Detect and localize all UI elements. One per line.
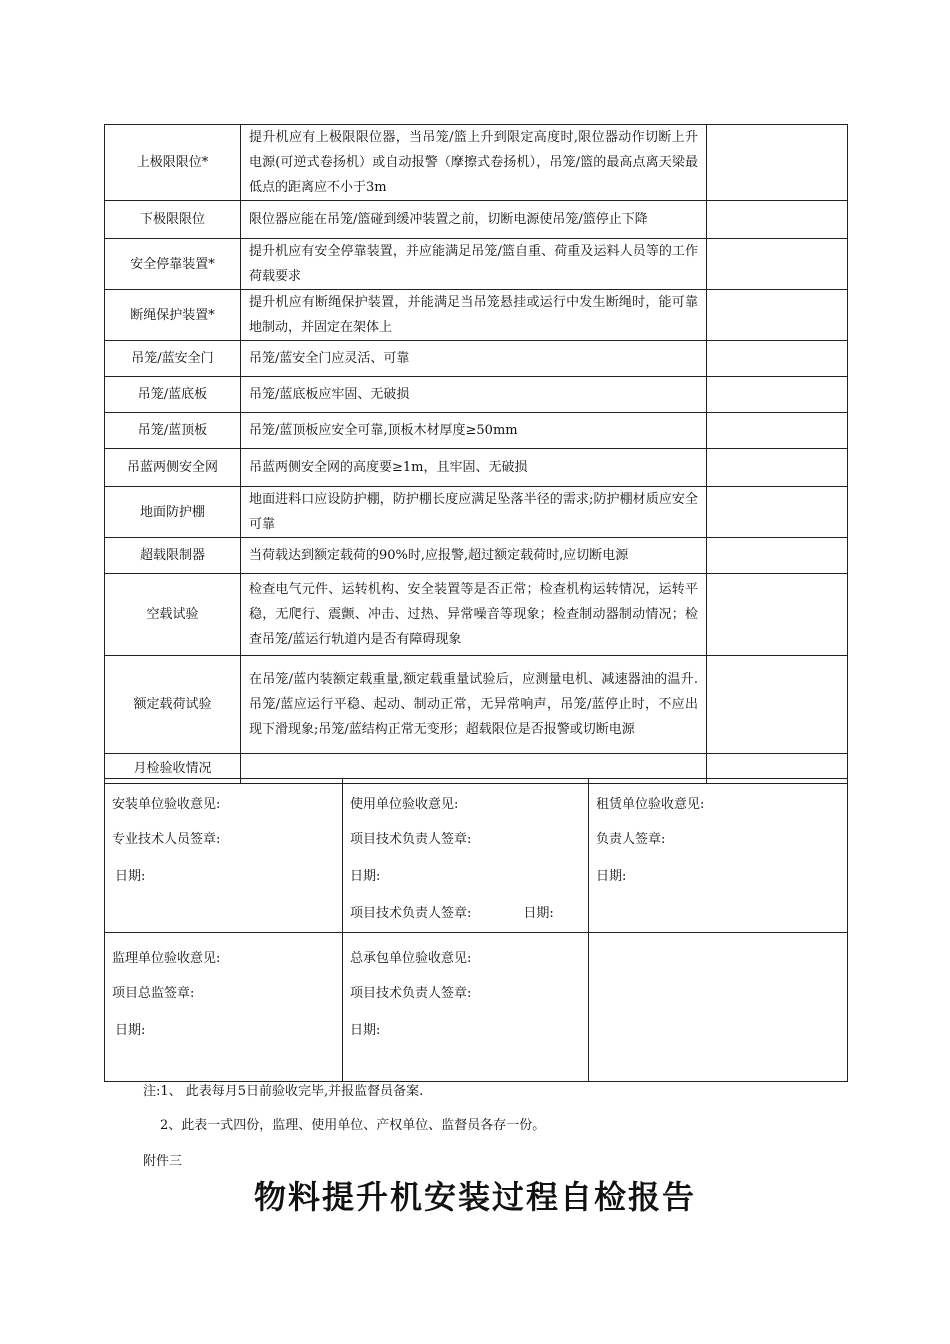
check-result[interactable] [707, 239, 848, 290]
check-item: 吊笼/蓝安全门 [105, 341, 241, 377]
signature-table [104, 778, 848, 1082]
table-row [105, 201, 848, 239]
check-item: 空载试验 [105, 574, 241, 656]
check-requirement: 提升机应有断绳保护装置，并能满足当吊笼悬挂或运行中发生断绳时，能可靠地制动，并固定在架体上 [241, 290, 707, 341]
use-signer2-label: 项目技术负责人签章: [350, 906, 472, 921]
supervise-signer-label: 项目总监签章: [112, 986, 195, 1001]
monthly-label: 月检验收情况 [105, 754, 241, 784]
check-requirement: 吊蓝两侧安全网的高度要≥1m，且牢固、无破损 [241, 449, 707, 487]
lease-unit-cell [589, 779, 848, 933]
check-requirement: 当荷载达到额定载荷的90%时,应报警,超过额定载荷时,应切断电源 [241, 538, 707, 574]
check-item: 吊笼/蓝底板 [105, 377, 241, 413]
check-result[interactable] [707, 377, 848, 413]
table-row [105, 413, 848, 449]
check-item: 下极限限位 [105, 201, 241, 239]
table-row [105, 487, 848, 538]
install-unit-cell [105, 779, 343, 933]
install-opinion-label: 安装单位验收意见: [112, 797, 221, 812]
check-item: 吊蓝两侧安全网 [105, 449, 241, 487]
supervise-unit-cell [105, 933, 343, 1082]
table-row [105, 377, 848, 413]
inspection-table [104, 124, 848, 784]
check-item: 上极限限位* [105, 125, 241, 201]
check-item: 吊笼/蓝顶板 [105, 413, 241, 449]
check-result[interactable] [707, 341, 848, 377]
use-date2-label: 日期: [523, 906, 554, 921]
check-result[interactable] [707, 487, 848, 538]
table-row [105, 574, 848, 656]
check-result[interactable] [707, 413, 848, 449]
check-requirement: 提升机应有安全停靠装置，并应能满足吊笼/篮自重、荷重及运料人员等的工作荷载要求 [241, 239, 707, 290]
check-requirement: 地面进料口应设防护棚，防护棚长度应满足坠落半径的需求;防护棚材质应安全可靠 [241, 487, 707, 538]
general-contractor-cell [343, 933, 589, 1082]
check-item: 额定载荷试验 [105, 656, 241, 754]
check-requirement: 在吊笼/蓝内装额定载重量,额定载重量试验后，应测量电机、减速器油的温升.吊笼/蓝应运行平稳、起动、制动正常，无异常响声，吊笼/蓝停止时，不应出现下滑现象;吊笼/蓝结构正常无变形；超载限位是否报警或切断电源 [241, 656, 707, 754]
table-row [105, 341, 848, 377]
note-2: 2、此表一式四份，监理、使用单位、产权单位、监督员各存一份。 [160, 1118, 546, 1133]
table-row [105, 125, 848, 201]
check-requirement: 提升机应有上极限限位器，当吊笼/篮上升到限定高度时,限位器动作切断上升电源(可逆式卷扬机）或自动报警（摩擦式卷扬机），吊笼/篮的最高点离天梁最低点的距离应不小于3m [241, 125, 707, 201]
check-result[interactable] [707, 125, 848, 201]
use-signer-label: 项目技术负责人签章: [350, 832, 472, 847]
attachment-label: 附件三 [143, 1154, 183, 1169]
check-requirement: 检查电气元件、运转机构、安全装置等是否正常；检查机构运转情况，运转平稳，无爬行、震颤、冲击、过热、异常噪音等现象；检查制动器制动情况；检查吊笼/蓝运行轨道内是否有障碍现象 [241, 574, 707, 656]
check-result[interactable] [707, 574, 848, 656]
install-signer-label: 专业技术人员签章: [112, 832, 221, 847]
check-item: 超载限制器 [105, 538, 241, 574]
check-result[interactable] [707, 656, 848, 754]
lease-signer-label: 负责人签章: [596, 832, 666, 847]
check-requirement: 吊笼/蓝底板应牢固、无破损 [241, 377, 707, 413]
check-requirement: 吊笼/蓝顶板应安全可靠,顶板木材厚度≥50mm [241, 413, 707, 449]
check-item: 断绳保护装置* [105, 290, 241, 341]
use-signer2-line [343, 895, 588, 932]
table-row [105, 290, 848, 341]
check-result[interactable] [707, 449, 848, 487]
general-opinion-label: 总承包单位验收意见: [350, 951, 472, 966]
install-date-label: 日期: [115, 869, 146, 884]
check-item: 安全停靠装置* [105, 239, 241, 290]
empty-cell [589, 933, 848, 1082]
supervise-date-label: 日期: [115, 1023, 146, 1038]
lease-date-label: 日期: [596, 869, 627, 884]
check-result[interactable] [707, 201, 848, 239]
report-title: 物料提升机安装过程自检报告 [253, 1178, 696, 1216]
note-1: 注:1、 此表每月5日前验收完毕,并报监督员备案. [143, 1084, 424, 1099]
table-row [105, 538, 848, 574]
check-result[interactable] [707, 538, 848, 574]
supervise-opinion-label: 监理单位验收意见: [112, 951, 221, 966]
use-opinion-label: 使用单位验收意见: [350, 797, 459, 812]
check-requirement: 吊笼/蓝安全门应灵活、可靠 [241, 341, 707, 377]
check-result[interactable] [707, 290, 848, 341]
table-row [105, 239, 848, 290]
table-row [105, 449, 848, 487]
check-requirement: 限位器应能在吊笼/篮碰到缓冲装置之前，切断电源使吊笼/篮停止下降 [241, 201, 707, 239]
table-row [105, 656, 848, 754]
lease-opinion-label: 租赁单位验收意见: [596, 797, 705, 812]
use-unit-cell [343, 779, 589, 933]
general-date-label: 日期: [350, 1023, 381, 1038]
check-item: 地面防护棚 [105, 487, 241, 538]
use-date-label: 日期: [350, 869, 381, 884]
general-signer-label: 项目技术负责人签章: [350, 986, 472, 1001]
